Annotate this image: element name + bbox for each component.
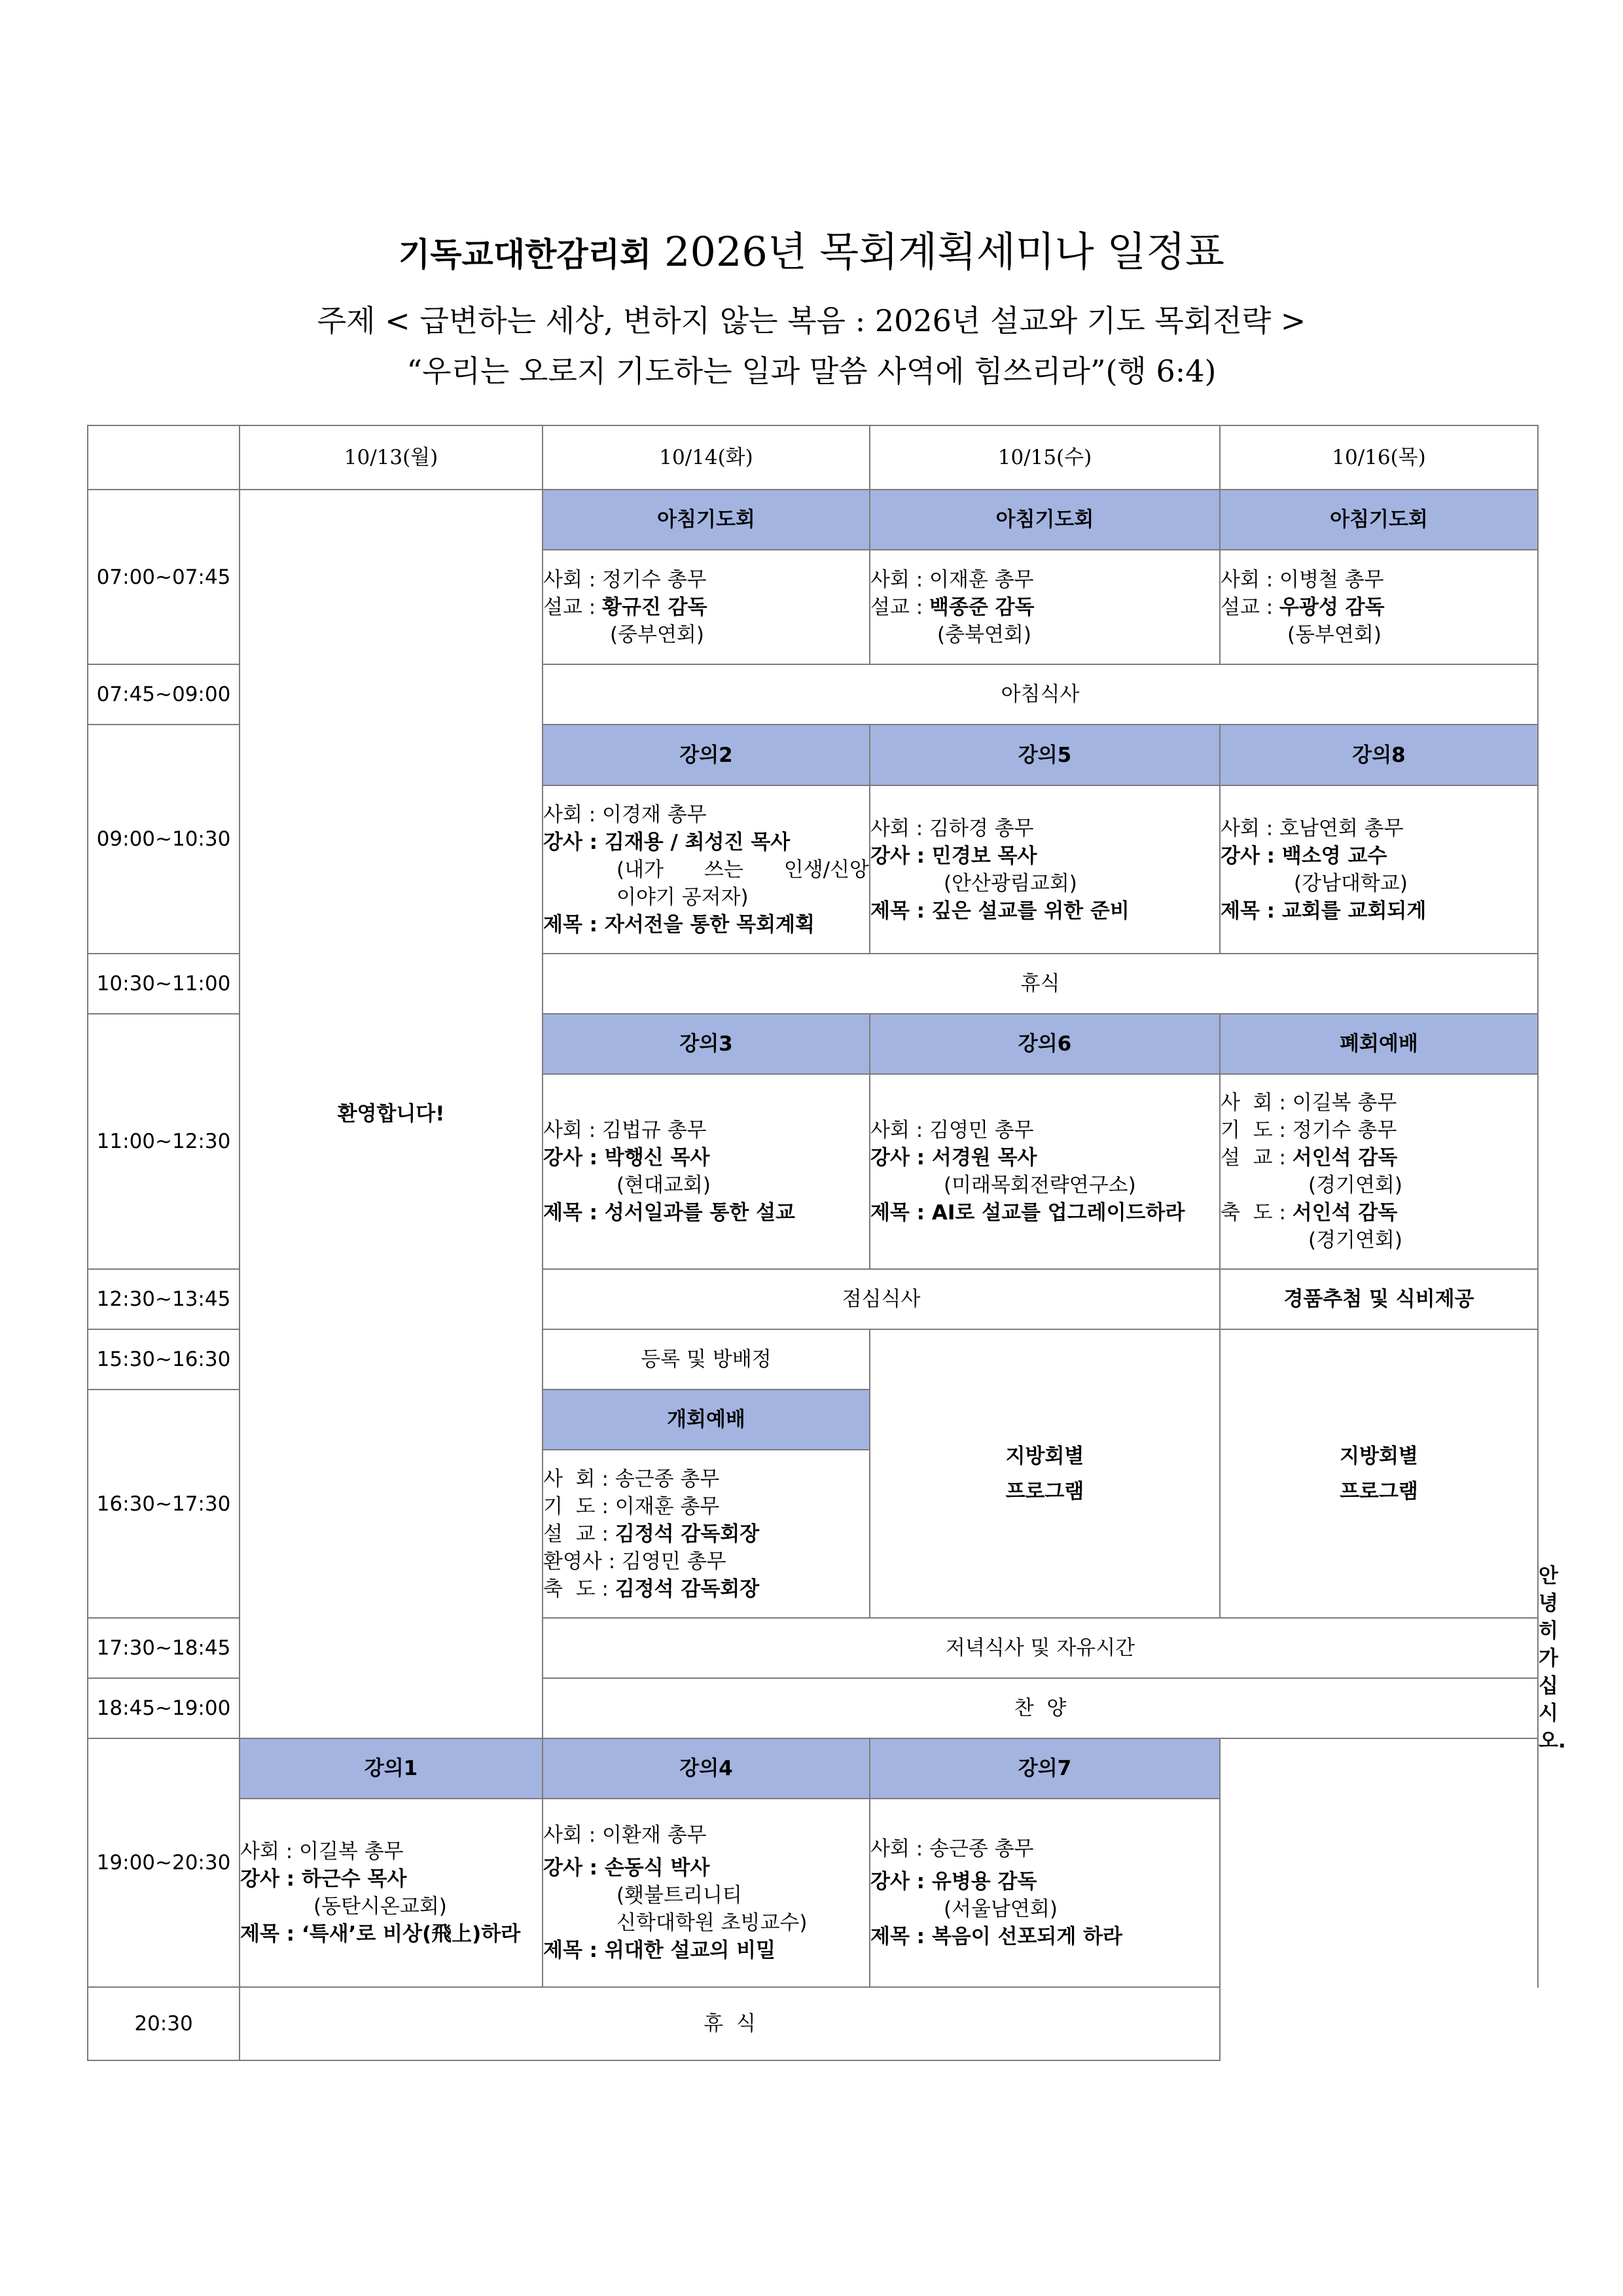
session-header: 강의7 (870, 1738, 1220, 1799)
time-cell: 19:00~20:30 (88, 1738, 240, 1987)
schedule-table: 10/13(월) 10/14(화) 10/15(수) 10/16(목) 07:00~07:45 환영합니다! 아침기도회 아침기도회 아침기도회 사회 : 정기수 총무 설교 : 황규진 감독 (중부연회) 사회 : 이재훈 총무 설교 : 백종준 감독 (충북연회) 사회 : 이병철 총무 설교 : 우광성 감독 (동부연회) 07:45~09:00 아침식사 09:00~10:30 강의2 강의5 강의8 사회 : 이경재 총무 강사 : 김재용 / 최성진 목사 (내가 쓰는 인생/신앙 이야기 공저자) 제목 : 자서전을 통한 목회계획 사회 : 김하경 총무 강사 : 민경보 목사 (안산광림교회) 제목 : 깊은 설교를 위한 준비 사회 : 호남연회 총무 강사 : 백소영 교수 (강남대학교) 제목 : 교회를 교회되게 10:30~11:00 휴식 11:00~12:30 강의3 강의6 폐회예배 사회 : 김법규 총무 강사 : 박행신 목사 (현대교회) 제목 : 성서일과를 통한 설교 사회 : 김영민 총무 강사 : 서경원 목사 (미래목회전략연구소) 제목 : AI로 설교를 업그레이드하라 사 회 : 이길복 총무 기 도 : 정기수 총무 설 교 : 서인석 감독 (경기연회) 축 도 : 서인석 감독 (경기연회) 12:30~13:45 점심식사 경품추첨 및 식비제공 15:30~16:30 등록 및 방배정 지방회별 프로그램 지방회별 프로그램 안녕히 가십시오. 16:30~17:30 개회예배 사 회 : 송근종 총무 기 도 : 이재훈 총무 설 교 : 김정석 감독회장 환영사 : 김영민 총무 축 도 : 김정석 감독회장 17:30~18:45 저녁식사 및 자유시간 18:45~19:00 찬 양 19:00~20:30 강의1 강의4 강의7 사회 : 이길복 총무 강사 : 하근수 목사 (동탄시온교회) 제목 : ‘특새’로 비상(飛上)하라 사회 : 이환재 총무 강사 : 손동식 박사 (횃불트리니티 신학대학원 초빙교수) 제목 : 위대한 설교의 비밀 사회 : 송근종 총무 강사 : 유병용 감독 (서울남연회) 제목 : 복음이 선포되게 하라 20:30 휴 식 (87, 425, 1539, 2061)
session-header: 강의4 (543, 1738, 870, 1799)
time-cell: 15:30~16:30 (88, 1329, 240, 1390)
session-header: 아침기도회 (870, 490, 1220, 550)
time-cell: 18:45~19:00 (88, 1678, 240, 1738)
lecture8-details: 사회 : 호남연회 총무 강사 : 백소영 교수 (강남대학교) 제목 : 교회를 교회되게 (1220, 785, 1538, 954)
morning-prayer-d15: 사회 : 이재훈 총무 설교 : 백종준 감독 (충북연회) (870, 550, 1220, 664)
lunch-cell: 점심식사 (543, 1269, 1220, 1329)
session-header: 강의3 (543, 1014, 870, 1074)
time-cell: 12:30~13:45 (88, 1269, 240, 1329)
verse-line: “우리는 오로지 기도하는 일과 말씀 사역에 힘쓰리라”(행 6:4) (406, 353, 1217, 389)
welcome-cell: 환영합니다! (240, 490, 543, 1738)
rest-cell: 휴 식 (240, 1987, 1220, 2060)
lecture7-details: 사회 : 송근종 총무 강사 : 유병용 감독 (서울남연회) 제목 : 복음이 선포되게 하라 (870, 1799, 1220, 1987)
time-cell: 10:30~11:00 (88, 954, 240, 1014)
time-cell: 07:45~09:00 (88, 664, 240, 725)
session-header: 강의2 (543, 725, 870, 785)
theme-line: 주제 < 급변하는 세상, 변하지 않는 복음 : 2026년 설교와 기도 목회전략 > (317, 303, 1306, 338)
closing-worship-details: 사 회 : 이길복 총무 기 도 : 정기수 총무 설 교 : 서인석 감독 (경기연회) 축 도 : 서인석 감독 (경기연회) (1220, 1074, 1538, 1269)
morning-prayer-d16: 사회 : 이병철 총무 설교 : 우광성 감독 (동부연회) (1220, 550, 1538, 664)
header-row (88, 425, 1538, 490)
time-cell: 16:30~17:30 (88, 1390, 240, 1618)
date-header: 10/15(수) (870, 425, 1220, 490)
title-main: 2026년 목회계획세미나 일정표 (664, 228, 1225, 276)
morning-prayer-d14: 사회 : 정기수 총무 설교 : 황규진 감독 (중부연회) (543, 550, 870, 664)
raffle-cell: 경품추첨 및 식비제공 (1220, 1269, 1538, 1329)
time-cell: 09:00~10:30 (88, 725, 240, 954)
time-cell: 07:00~07:45 (88, 490, 240, 664)
lecture3-details: 사회 : 김법규 총무 강사 : 박행신 목사 (현대교회) 제목 : 성서일과를 통한 설교 (543, 1074, 870, 1269)
regional-program-d15: 지방회별 프로그램 (1220, 1329, 1538, 1618)
lecture1-details: 사회 : 이길복 총무 강사 : 하근수 목사 (동탄시온교회) 제목 : ‘특새’로 비상(飛上)하라 (240, 1799, 543, 1987)
regional-program-d14: 지방회별 프로그램 (870, 1329, 1220, 1618)
praise-cell: 찬 양 (543, 1678, 1538, 1738)
corner-cell (88, 425, 240, 490)
page-title (0, 226, 1623, 281)
dinner-cell: 저녁식사 및 자유시간 (543, 1618, 1538, 1678)
breakfast-cell: 아침식사 (543, 664, 1538, 725)
registration-cell: 등록 및 방배정 (543, 1329, 870, 1390)
time-cell: 11:00~12:30 (88, 1014, 240, 1269)
lecture4-details: 사회 : 이환재 총무 강사 : 손동식 박사 (횃불트리니티 신학대학원 초빙교수) 제목 : 위대한 설교의 비밀 (543, 1799, 870, 1987)
date-header: 10/13(월) (240, 425, 543, 490)
session-header: 개회예배 (543, 1390, 870, 1450)
session-header: 아침기도회 (543, 490, 870, 550)
lecture2-details: 사회 : 이경재 총무 강사 : 김재용 / 최성진 목사 (내가 쓰는 인생/신앙 이야기 공저자) 제목 : 자서전을 통한 목회계획 (543, 785, 870, 954)
session-header: 강의5 (870, 725, 1220, 785)
session-header: 강의8 (1220, 725, 1538, 785)
title-org: 기독교대한감리회 (398, 236, 652, 274)
opening-worship-details: 사 회 : 송근종 총무 기 도 : 이재훈 총무 설 교 : 김정석 감독회장 환영사 : 김영민 총무 축 도 : 김정석 감독회장 (543, 1450, 870, 1618)
lecture6-details: 사회 : 김영민 총무 강사 : 서경원 목사 (미래목회전략연구소) 제목 : AI로 설교를 업그레이드하라 (870, 1074, 1220, 1269)
time-cell: 20:30 (88, 1987, 240, 2060)
date-header: 10/16(목) (1220, 425, 1538, 490)
lecture5-details: 사회 : 김하경 총무 강사 : 민경보 목사 (안산광림교회) 제목 : 깊은 설교를 위한 준비 (870, 785, 1220, 954)
date-header: 10/14(화) (543, 425, 870, 490)
time-cell: 17:30~18:45 (88, 1618, 240, 1678)
session-header: 강의6 (870, 1014, 1220, 1074)
session-header: 강의1 (240, 1738, 543, 1799)
session-header: 폐회예배 (1220, 1014, 1538, 1074)
rest-cell: 휴식 (543, 954, 1538, 1014)
session-header: 아침기도회 (1220, 490, 1538, 550)
